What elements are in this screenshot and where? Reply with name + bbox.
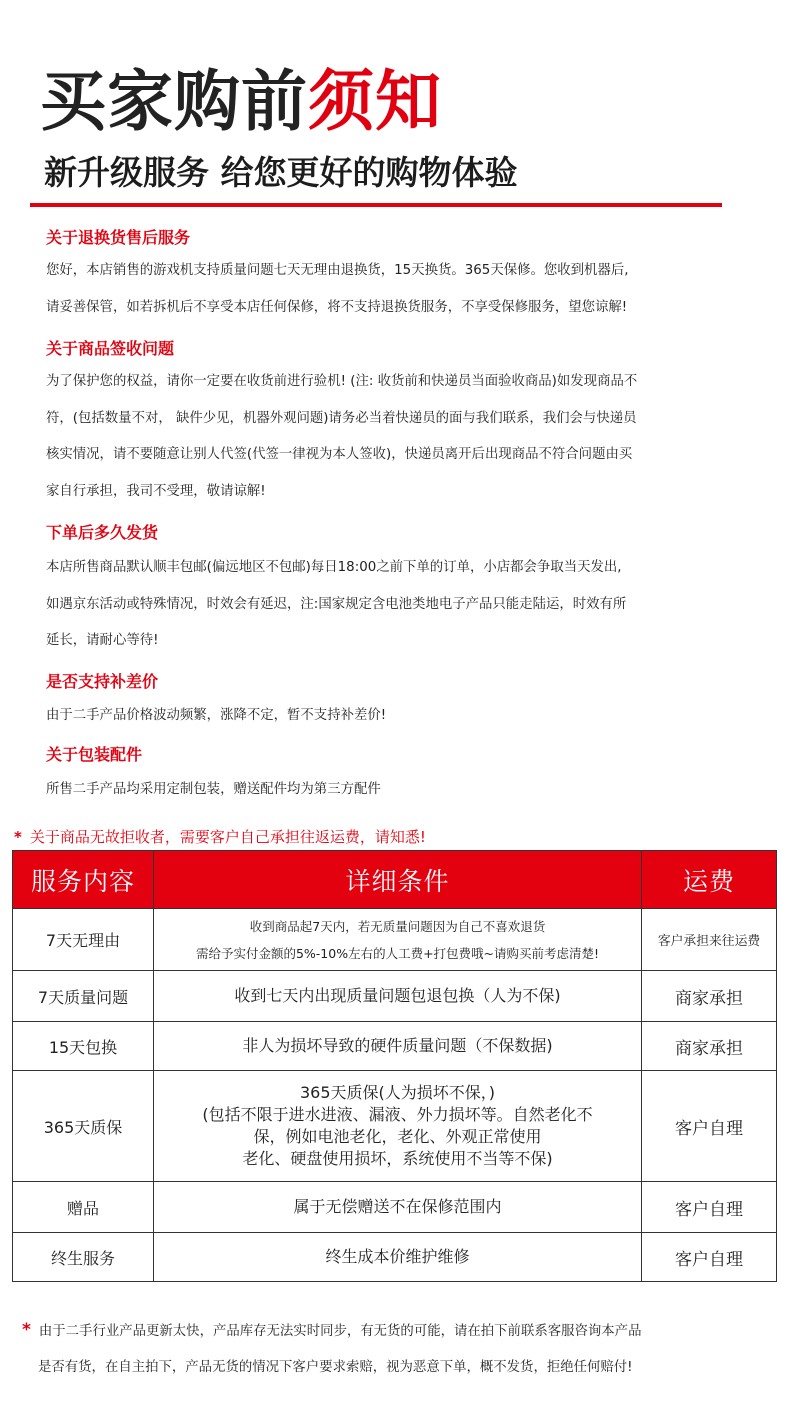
body-line: 您好，本店销售的游戏机支持质量问题七天无理由退换货，15天换货。365天保修。您收到机器后, [46,263,629,278]
section-body-packaging [46,772,758,809]
header-condition: 详细条件 [154,851,642,909]
body-line: 由于二手产品价格波动频繁，涨降不定，暂不支持补差价! [46,708,387,723]
title-divider [30,203,722,207]
condition-line: 需给予实付金额的5%-10%左右的人工费+打包费哦~请购买前考虑清楚! [195,945,600,961]
condition-line: 非人为损坏导致的硬件质量问题（不保数据) [242,1036,553,1055]
table-row [13,1233,777,1282]
service-name: 15天包换 [13,1022,154,1071]
service-name: 7天无理由 [13,909,154,971]
condition-line: 收到七天内出现质量问题包退包换（人为不保) [234,986,561,1005]
stock-notice-line2: 是否有货，在自主拍下，产品无货的情况下客户要求索赔，视为恶意下单，概不发货，拒绝任何赔付! [38,1360,633,1375]
body-line: 符，(包括数量不对， 缺件少见，机器外观问题)请务必当着快递员的面与我们联系，我们会与快递员 [46,410,637,426]
section-body-price-diff [46,698,758,735]
title-red-part: 须知 [308,62,442,140]
service-name: 7天质量问题 [13,971,154,1022]
body-line: 家自行承担，我司不受理，敬请谅解! [46,483,266,499]
table-row [13,1022,777,1071]
condition-line: 保，例如电池老化，老化、外观正常使用 [253,1127,542,1146]
header-fee: 运费 [642,851,777,909]
service-condition [154,971,642,1022]
service-name: 终生服务 [13,1233,154,1282]
stock-notice [22,1312,772,1386]
service-name: 赠品 [13,1182,154,1233]
condition-line: (包括不限于进水进液、漏液、外力损坏等。自然老化不 [202,1105,593,1124]
star-icon: * [14,828,22,846]
condition-line: 365天质保(人为损坏不保，) [299,1083,496,1102]
condition-line: 收到商品起7天内，若无质量问题因为自己不喜欢退货 [249,918,546,934]
service-condition [154,1182,642,1233]
section-title-receipt: 关于商品签收问题 [46,339,175,358]
page-title [40,58,442,144]
table-row [13,1071,777,1182]
stock-notice-line1: 由于二手行业产品更新太快，产品库存无法实时同步，有无货的可能，请在拍下前联系客服咨询本产品 [38,1324,642,1339]
condition-line: 老化、硬盘使用损坏，系统使用不当等不保) [242,1149,553,1168]
section-body-receipt [46,364,758,510]
service-condition [154,1022,642,1071]
section-title-price-diff: 是否支持补差价 [46,672,159,691]
body-line: 如遇京东活动或特殊情况，时效会有延迟，注:国家规定含电池类地电子产品只能走陆运，时效有所 [46,596,627,612]
section-title-return-service: 关于退换货售后服务 [46,228,191,247]
service-name: 365天质保 [13,1071,154,1182]
service-condition [154,1071,642,1182]
service-condition [154,909,642,971]
body-line: 本店所售商品默认顺丰包邮(偏远地区不包邮)每日18:00之前下单的订单，小店都会争取当天发出, [46,560,622,575]
service-fee: 客户承担来往运费 [642,909,777,971]
header-service: 服务内容 [13,851,154,909]
reject-notice [14,826,426,848]
table-row [13,971,777,1022]
star-icon: * [22,1320,31,1340]
body-line: 所售二手产品均采用定制包装，赠送配件均为第三方配件 [46,782,381,797]
body-line: 核实情况，请不要随意让别人代签(代签一律视为本人签收)，快递员离开后出现商品不符合问题由买 [46,447,633,462]
page-subtitle: 新升级服务 给您更好的购物体验 [44,153,518,192]
section-body-return-service [46,253,758,326]
service-table [12,850,777,1282]
reject-notice-text: 关于商品无故拒收者，需要客户自己承担往返运费，请知悉! [29,828,426,846]
table-row [13,1182,777,1233]
service-condition [154,1233,642,1282]
table-header-row [13,851,777,909]
section-body-shipping [46,550,758,660]
service-fee: 客户自理 [642,1071,777,1182]
condition-line: 属于无偿赠送不在保修范围内 [293,1197,502,1216]
section-title-shipping: 下单后多久发货 [46,523,159,542]
body-line: 请妥善保管，如若拆机后不享受本店任何保修，将不支持退换货服务，不享受保修服务，望您谅解! [46,299,628,315]
body-line: 为了保护您的权益，请你一定要在收货前进行验机! (注: 收货前和快递员当面验收商品)如发现商品不 [46,374,638,389]
service-fee: 商家承担 [642,971,777,1022]
section-title-packaging: 关于包装配件 [46,745,143,764]
table-row [13,909,777,971]
title-black-part: 买家购前 [40,62,308,140]
body-line: 延长，请耐心等待! [46,633,159,648]
service-fee: 商家承担 [642,1022,777,1071]
service-fee: 客户自理 [642,1233,777,1282]
service-fee: 客户自理 [642,1182,777,1233]
condition-line: 终生成本价维护维修 [325,1247,470,1266]
